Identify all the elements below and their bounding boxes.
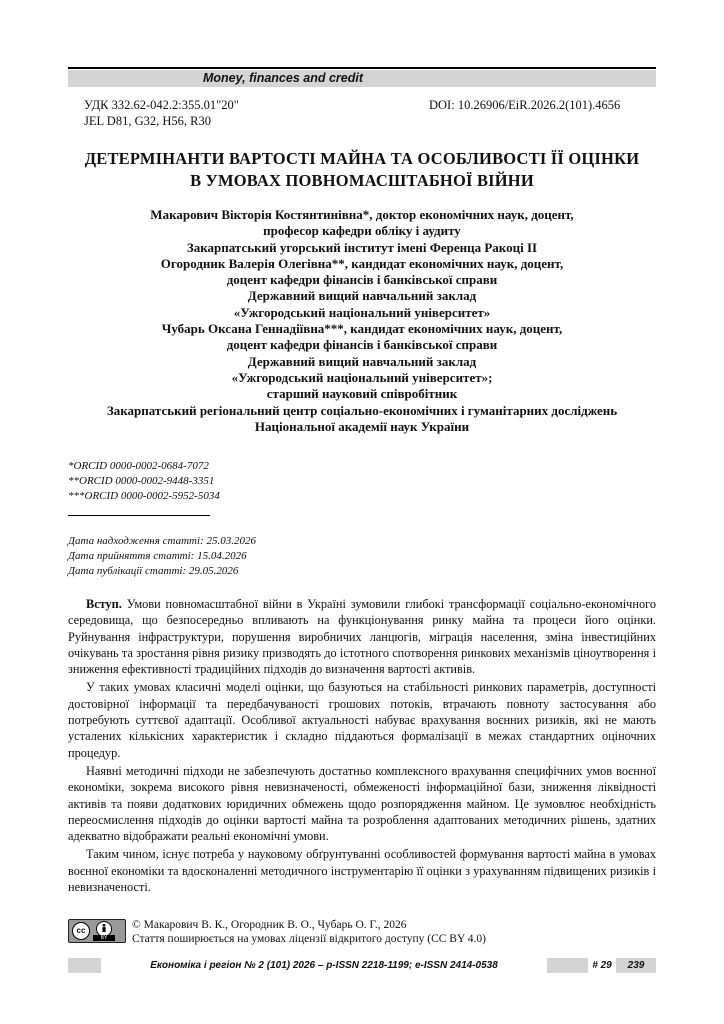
by-label: BY: [93, 935, 115, 941]
date-received: Дата надходження статті: 25.03.2026: [68, 535, 256, 547]
jel-codes: JEL D81, G32, H56, R30: [84, 114, 211, 128]
author-line: Державний вищий навчальний заклад: [247, 353, 477, 369]
header-top-rule: [68, 67, 656, 69]
author-line: «Ужгородський національний університет»: [233, 304, 491, 320]
journal-section-title: Money, finances and credit: [203, 71, 363, 85]
author-line: Огородник Валерія Олегівна**, кандидат економічних наук, доцент,: [160, 255, 564, 271]
author-line: Національної академії наук України: [254, 418, 470, 434]
article-title: [60, 148, 664, 192]
udc-code: УДК 332.62-042.2:355.01"20": [84, 98, 239, 112]
license-statement: Стаття поширюється на умовах ліцензії відкритого доступу (CC BY 4.0): [132, 932, 486, 945]
author-line: професор кафедри обліку і аудиту: [263, 223, 461, 239]
author-line: Макарович Вікторія Костянтинівна*, доктор економічних наук, доцент,: [150, 207, 574, 222]
orcid-id: ***ORCID 0000-0002-5952-5034: [68, 490, 220, 502]
body-paragraph: Наявні методичні підходи не забезпечують достатньо комплексного врахування специфічних умов воєнної економіки, зокрема високого рівня невизначеності, обмеженості інформаційної бази, зниження ліквідності активів та появи додаткових юридичних обмежень щодо розпорядження майном. Це зумовлює необхідність переосмислення підходів до оцінки вартості майна та розроблення адаптованих методичних рішень, здатних адекватно відображати реальні економічні умови.: [68, 763, 656, 844]
doi: DOI: 10.26906/EiR.2026.2(101).4656: [429, 98, 621, 112]
author-line: Закарпатський регіональний центр соціально-економічних і гуманітарних досліджень: [106, 402, 618, 418]
cc-icon: cc: [72, 922, 90, 940]
footnote-divider: [68, 515, 210, 516]
paragraph-text: Умови повномасштабної війни в Україні зумовили глибокі трансформації соціально-економічного середовища, що безпосередньо впливають на функціонування ринку майна та процеси його оцінки. Руйнування інфраструктури, порушення виробничих ланцюгів, міграція населення, зміна інвестиційних очікувань та зростання рівня ризику призводять до істотного спотворення ринкових механізмів ціноутворення і зниження ефективності традиційних підходів до визначення вартості активів.: [68, 597, 656, 677]
article-body: [68, 596, 656, 897]
article-dates: [68, 534, 256, 579]
body-paragraph: [68, 596, 656, 677]
orcid-list: [68, 459, 220, 504]
cc-by-license-badge: [68, 919, 126, 943]
author-block: [60, 207, 664, 435]
copyright-line: © Макарович В. К., Огородник В. О., Чубарь О. Г., 2026: [132, 919, 407, 931]
author-line: старший науковий співробітник: [266, 386, 458, 402]
license-text: [132, 919, 486, 946]
author-line: Державний вищий навчальний заклад: [247, 288, 477, 304]
article-title-line-1: ДЕТЕРМІНАНТИ ВАРТОСТІ МАЙНА ТА ОСОБЛИВОСТІ ЇЇ ОЦІНКИ: [84, 149, 640, 168]
page-number: 239: [627, 960, 645, 971]
date-published: Дата публікації статті: 29.05.2026: [68, 565, 239, 577]
body-paragraph: Таким чином, існує потреба у науковому обґрунтуванні особливостей формування вартості майна в умовах воєнної економіки та вдосконаленні методичного інструментарію її оцінки з урахуванням підвищених ризиків і невизначеності.: [68, 847, 656, 895]
author-line: Чубарь Оксана Геннадіївна***, кандидат економічних наук, доцент,: [161, 321, 563, 337]
orcid-id: **ORCID 0000-0002-9448-3351: [68, 475, 215, 487]
orcid-id: *ORCID 0000-0002-0684-7072: [68, 460, 209, 472]
author-line: «Ужгородський національний університет»;: [231, 369, 493, 385]
date-accepted: Дата прийняття статті: 15.04.2026: [68, 550, 247, 562]
author-line: Закарпатський угорський інститут імені Ференца Ракоці ІІ: [186, 239, 538, 255]
body-paragraph: У таких умовах класичні моделі оцінки, що базуються на стабільності ринкових параметрів, доступності достовірної інформації та передбачуваності грошових потоків, втрачають повноту застосування або потребують суттєвої адаптації. Особливої актуальності набуває врахування воєнних ризиків, які не мають усталених кількісних характеристик і складно піддаються формалізації в межах стандартних оціночних процедур.: [68, 680, 656, 760]
footer-journal-info: Економіка і регіон № 2 (101) 2026 – p-ISSN 2218-1199; e-ISSN 2414-0538: [150, 960, 498, 971]
article-title-line-2: В УМОВАХ ПОВНОМАСШТАБНОЇ ВІЙНИ: [190, 171, 534, 190]
author-line: доцент кафедри фінансів і банківської справи: [226, 337, 498, 353]
footer-issue-number: # 29: [592, 960, 612, 971]
author-line: доцент кафедри фінансів і банківської справи: [226, 272, 498, 288]
intro-label: Вступ.: [86, 597, 122, 611]
